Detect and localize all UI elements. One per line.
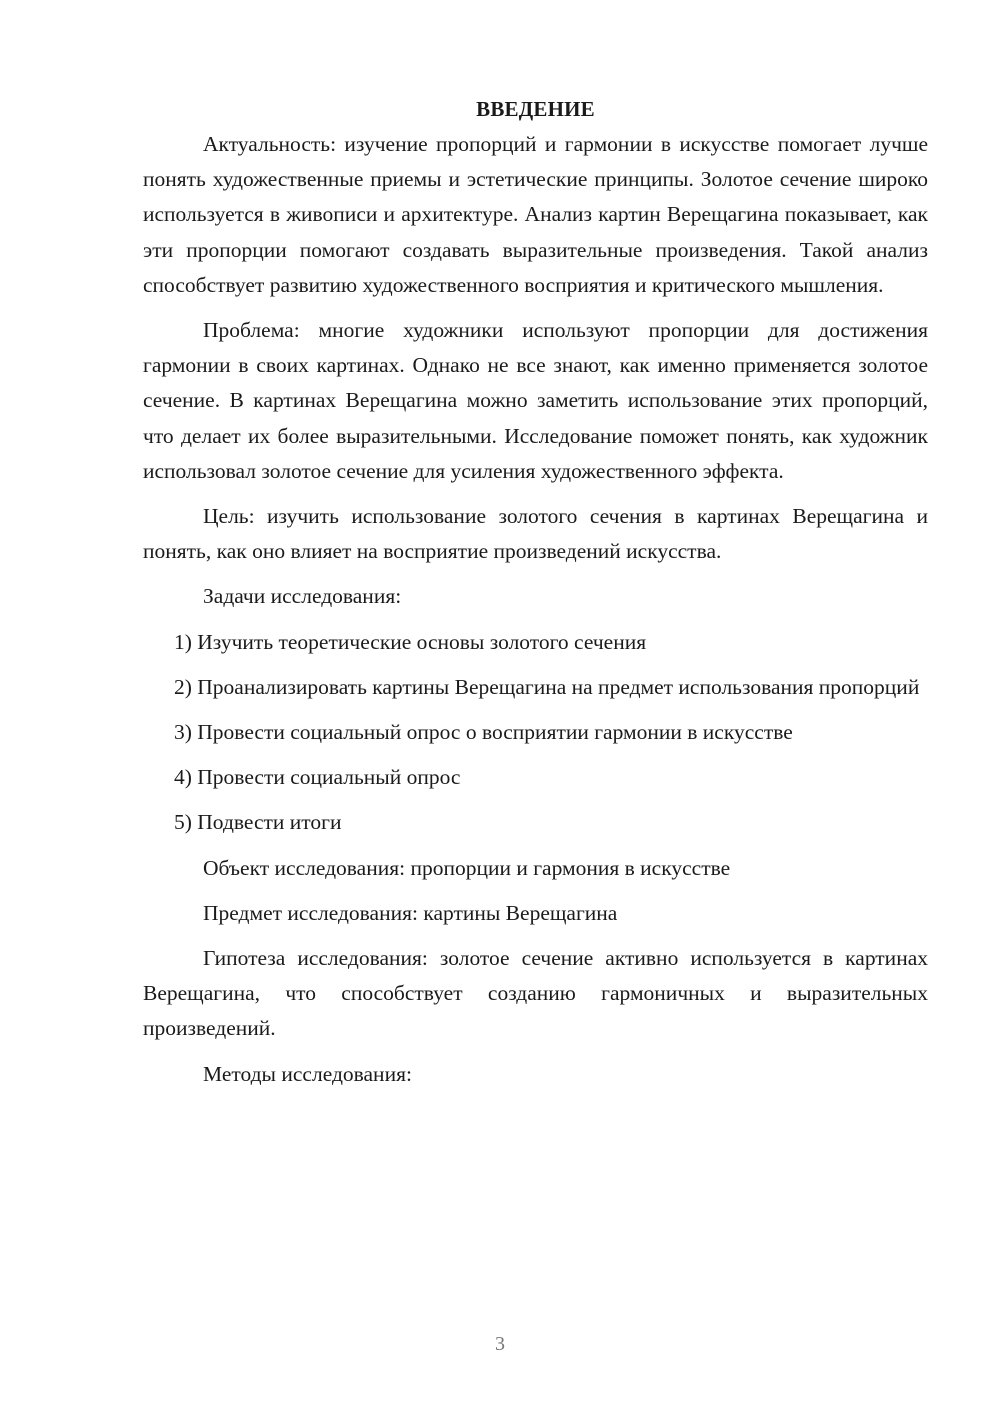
task-item: 1) Изучить теоретические основы золотого сечения — [174, 629, 647, 654]
paragraph-hypothesis: Гипотеза исследования: золотое сечение активно используется в картинах Верещагина, что способствует созданию гармоничных и выразительных произведений. — [143, 946, 928, 1041]
task-item: 5) Подвести итоги — [174, 810, 342, 835]
task-item: 3) Провести социальный опрос о восприятии гармонии в искусстве — [174, 720, 793, 745]
task-item: 4) Провести социальный опрос — [174, 765, 461, 790]
paragraph-goal: Цель: изучить использование золотого сечения в картинах Верещагина и понять, как оно влияет на восприятие произведений искусства. — [143, 504, 928, 564]
task-item: 2) Проанализировать картины Верещагина на предмет использования пропорций — [174, 674, 920, 699]
paragraph-problem: Проблема: многие художники используют пропорции для достижения гармонии в своих картинах. Однако не все знают, как именно применяется золотое сечение. В картинах Верещагина можно заметить использование этих пропорций, что делает их более выразительными. Исследование поможет понять, как художник использовал золотое сечение для усиления художественного эффекта. — [143, 318, 928, 483]
section-title: ВВЕДЕНИЕ — [476, 97, 595, 121]
paragraph-object: Объект исследования: пропорции и гармония в искусстве — [203, 855, 731, 880]
paragraph-methods: Методы исследования: — [203, 1061, 412, 1086]
tasks-heading: Задачи исследования: — [203, 584, 402, 609]
page-number: 3 — [495, 1333, 505, 1355]
paragraph-subject: Предмет исследования: картины Верещагина — [203, 900, 618, 925]
paragraph-relevance: Актуальность: изучение пропорций и гармонии в искусстве помогает лучше понять художественные приемы и эстетические принципы. Золотое сечение широко используется в живописи и архитектуре. Анализ картин Верещагина показывает, как эти пропорции помогают создавать выразительные произведения. Такой анализ способствует развитию художественного восприятия и критического мышления. — [143, 132, 928, 297]
document-page — [143, 92, 928, 1102]
